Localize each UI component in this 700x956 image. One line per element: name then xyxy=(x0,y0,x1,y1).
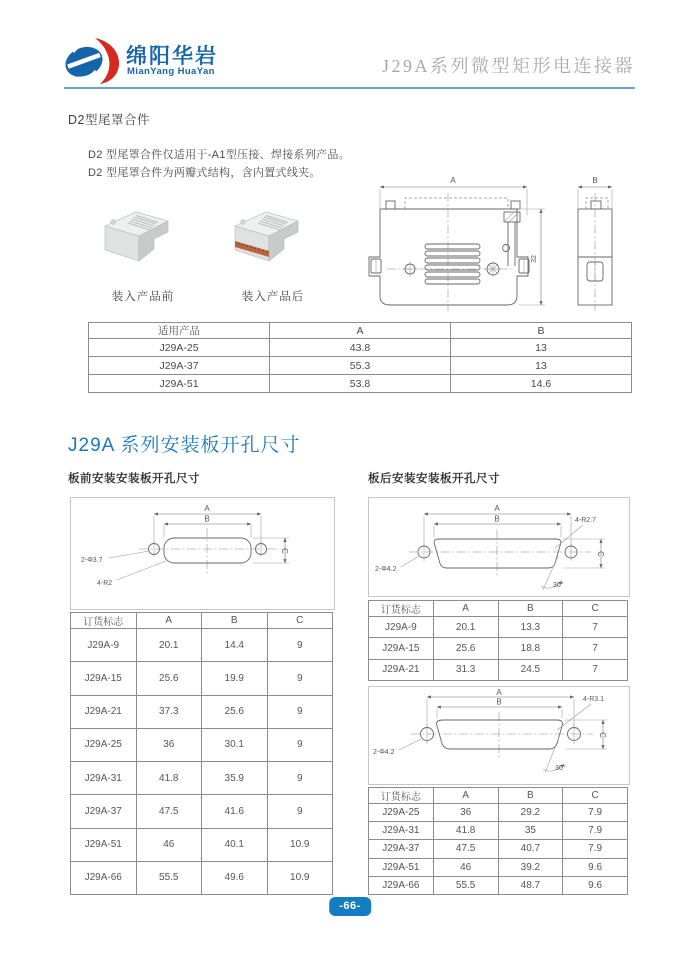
table-cell: J29A-37 xyxy=(89,357,270,375)
angle-callout: 30° xyxy=(555,765,566,772)
table-row xyxy=(369,822,628,840)
table-cell: 55.5 xyxy=(433,876,498,894)
dim-label-a: A xyxy=(494,504,500,513)
table-cell: 49.6 xyxy=(202,861,268,894)
rear-mount-table-2 xyxy=(368,787,628,895)
rear-mount-subtitle: 板后安装安装板开孔尺寸 xyxy=(368,473,500,485)
table-cell: 40.7 xyxy=(498,840,563,858)
company-name-cn: 绵阳华岩 xyxy=(126,45,218,68)
radius-callout: 4-R2.7 xyxy=(575,517,597,524)
table-cell: 9.6 xyxy=(563,876,628,894)
column-header: A xyxy=(433,601,498,617)
table-row xyxy=(71,629,333,662)
column-header: C xyxy=(563,601,628,617)
column-header: A xyxy=(270,323,451,339)
table-cell: 9.6 xyxy=(563,858,628,876)
table-cell: 53.8 xyxy=(270,375,451,393)
company-name-en: MianYang HuaYan xyxy=(127,66,215,77)
table-row xyxy=(89,375,632,393)
table-cell: 20.1 xyxy=(136,629,202,662)
dim-label-a: A xyxy=(450,176,456,185)
table-cell: J29A-25 xyxy=(71,728,137,761)
table-row xyxy=(369,804,628,822)
column-header: B xyxy=(498,788,563,804)
table-cell: 24.5 xyxy=(498,659,563,680)
header-divider xyxy=(64,87,635,89)
table-cell: 13.3 xyxy=(498,617,563,638)
radius-callout: 4-R3.1 xyxy=(583,696,605,703)
table-cell: 10.9 xyxy=(267,828,333,861)
d2-description-line2: D2 型尾罩合件为两瓣式结构，含内置式线夹。 xyxy=(88,167,321,179)
table-cell: J29A-9 xyxy=(369,617,434,638)
table-cell: 43.8 xyxy=(270,339,451,357)
hood-photo-after xyxy=(226,203,308,275)
dim-label-32: 32 xyxy=(531,255,538,263)
d2-section-heading: D2型尾罩合件 xyxy=(68,113,150,127)
table-cell: J29A-31 xyxy=(71,762,137,795)
table-cell: 46 xyxy=(136,828,202,861)
table-cell: 41.8 xyxy=(136,762,202,795)
table-cell: 55.3 xyxy=(270,357,451,375)
column-header: B xyxy=(498,601,563,617)
table-cell: 9 xyxy=(267,795,333,828)
hood-photo-before xyxy=(96,203,178,275)
front-mount-hole-drawing xyxy=(71,498,334,609)
table-cell: J29A-37 xyxy=(71,795,137,828)
angle-callout: 30° xyxy=(553,582,564,589)
hood-dimension-drawing xyxy=(365,171,695,317)
rear-mount-hole-drawing-1 xyxy=(369,498,629,596)
table-cell: 36 xyxy=(433,804,498,822)
rear-mount-drawing-box-1 xyxy=(368,497,630,597)
dim-label-b: B xyxy=(204,514,210,524)
table-cell: J29A-51 xyxy=(71,828,137,861)
mounting-section-title: J29A 系列安装板开孔尺寸 xyxy=(68,435,301,456)
column-header: C xyxy=(563,788,628,804)
table-cell: 7.9 xyxy=(563,840,628,858)
table-cell: 41.6 xyxy=(202,795,268,828)
table-cell: 14.4 xyxy=(202,629,268,662)
table-cell: 47.5 xyxy=(433,840,498,858)
column-header: A xyxy=(433,788,498,804)
table-cell: J29A-25 xyxy=(369,804,434,822)
table-cell: 35.9 xyxy=(202,762,268,795)
table-row xyxy=(71,762,333,795)
table-cell: J29A-37 xyxy=(369,840,434,858)
table-cell: 41.8 xyxy=(433,822,498,840)
dim-label-b: B xyxy=(494,514,500,524)
dim-label-a: A xyxy=(496,688,502,697)
table-cell: J29A-21 xyxy=(369,659,434,680)
table-cell: 18.8 xyxy=(498,638,563,659)
table-cell: 25.6 xyxy=(136,662,202,695)
table-cell: 9 xyxy=(267,662,333,695)
hole-callout: 2-Φ4.2 xyxy=(375,566,397,573)
table-row xyxy=(369,876,628,894)
table-cell: 29.2 xyxy=(498,804,563,822)
column-header: 订货标志 xyxy=(369,601,434,617)
d2-description-line1: D2 型尾罩合件仅适用于-A1型压接、焊接系列产品。 xyxy=(88,149,351,161)
table-cell: 7 xyxy=(563,617,628,638)
rear-mount-drawing-box-2 xyxy=(368,686,630,785)
table-cell: J29A-51 xyxy=(369,858,434,876)
table-cell: 7 xyxy=(563,659,628,680)
table-cell: 7.9 xyxy=(563,822,628,840)
page-number-badge: -66- xyxy=(329,897,371,916)
table-cell: 14.6 xyxy=(451,375,632,393)
table-cell: J29A-9 xyxy=(71,629,137,662)
table-cell: 40.1 xyxy=(202,828,268,861)
column-header: 适用产品 xyxy=(89,323,270,339)
front-mount-table xyxy=(70,612,333,895)
table-cell: 20.1 xyxy=(433,617,498,638)
table-cell: J29A-21 xyxy=(71,695,137,728)
table-cell: 35 xyxy=(498,822,563,840)
column-header: A xyxy=(136,613,202,629)
caption-before: 装入产品前 xyxy=(111,291,175,303)
table-row xyxy=(369,638,628,659)
table-cell: 13 xyxy=(451,339,632,357)
table-cell: 48.7 xyxy=(498,876,563,894)
table-cell: 25.6 xyxy=(202,695,268,728)
dim-label-a: A xyxy=(204,504,210,513)
table-row xyxy=(71,795,333,828)
table-cell: 31.3 xyxy=(433,659,498,680)
table-cell: 36 xyxy=(136,728,202,761)
table-cell: 10.9 xyxy=(267,861,333,894)
table-row xyxy=(89,357,632,375)
table-header-row xyxy=(71,613,333,629)
hole-callout: 2-Φ3.7 xyxy=(81,557,103,564)
company-logo-icon xyxy=(63,38,121,84)
column-header: 订货标志 xyxy=(369,788,434,804)
front-mount-drawing-box xyxy=(70,497,335,610)
table-cell: 55.5 xyxy=(136,861,202,894)
front-mount-subtitle: 板前安装安装板开孔尺寸 xyxy=(68,473,200,485)
table-row xyxy=(369,617,628,638)
table-cell: 37.3 xyxy=(136,695,202,728)
dim-label-b: B xyxy=(496,697,502,707)
document-title: J29A系列微型矩形电连接器 xyxy=(381,56,635,76)
table-cell: 9 xyxy=(267,629,333,662)
table-cell: 7 xyxy=(563,638,628,659)
table-cell: J29A-25 xyxy=(89,339,270,357)
table-row xyxy=(71,861,333,894)
table-cell: 25.6 xyxy=(433,638,498,659)
hole-callout: 2-Φ4.2 xyxy=(373,749,395,756)
column-header: 订货标志 xyxy=(71,613,137,629)
rear-mount-table-1 xyxy=(368,600,628,681)
table-row xyxy=(369,840,628,858)
table-cell: 39.2 xyxy=(498,858,563,876)
table-row xyxy=(71,828,333,861)
table-cell: 13 xyxy=(451,357,632,375)
table-header-row xyxy=(369,788,628,804)
table-header-row xyxy=(369,601,628,617)
table-cell: J29A-15 xyxy=(71,662,137,695)
table-row xyxy=(71,695,333,728)
table-cell: J29A-66 xyxy=(71,861,137,894)
table-row xyxy=(71,662,333,695)
dim-label-c: C xyxy=(598,732,607,738)
table-cell: 47.5 xyxy=(136,795,202,828)
table-cell: 9 xyxy=(267,762,333,795)
table-cell: 19.9 xyxy=(202,662,268,695)
table-cell: J29A-15 xyxy=(369,638,434,659)
table-row xyxy=(369,858,628,876)
table-cell: 30.1 xyxy=(202,728,268,761)
column-header: B xyxy=(202,613,268,629)
table-row xyxy=(89,339,632,357)
radius-callout: 4-R2 xyxy=(97,580,113,587)
table-header-row xyxy=(89,323,632,339)
table-cell: J29A-66 xyxy=(369,876,434,894)
table-cell: 9 xyxy=(267,695,333,728)
table-cell: J29A-51 xyxy=(89,375,270,393)
d2-dimension-table xyxy=(88,322,632,393)
table-cell: J29A-31 xyxy=(369,822,434,840)
table-cell: 46 xyxy=(433,858,498,876)
table-cell: 9 xyxy=(267,728,333,761)
dim-label-b: B xyxy=(592,176,598,185)
table-cell: 7.9 xyxy=(563,804,628,822)
rear-mount-hole-drawing-2 xyxy=(369,687,629,784)
column-header: C xyxy=(267,613,333,629)
dim-label-c: C xyxy=(280,548,289,554)
dim-label-c: C xyxy=(596,551,605,557)
column-header: B xyxy=(451,323,632,339)
table-row xyxy=(369,659,628,680)
caption-after: 装入产品后 xyxy=(241,291,305,303)
table-row xyxy=(71,728,333,761)
